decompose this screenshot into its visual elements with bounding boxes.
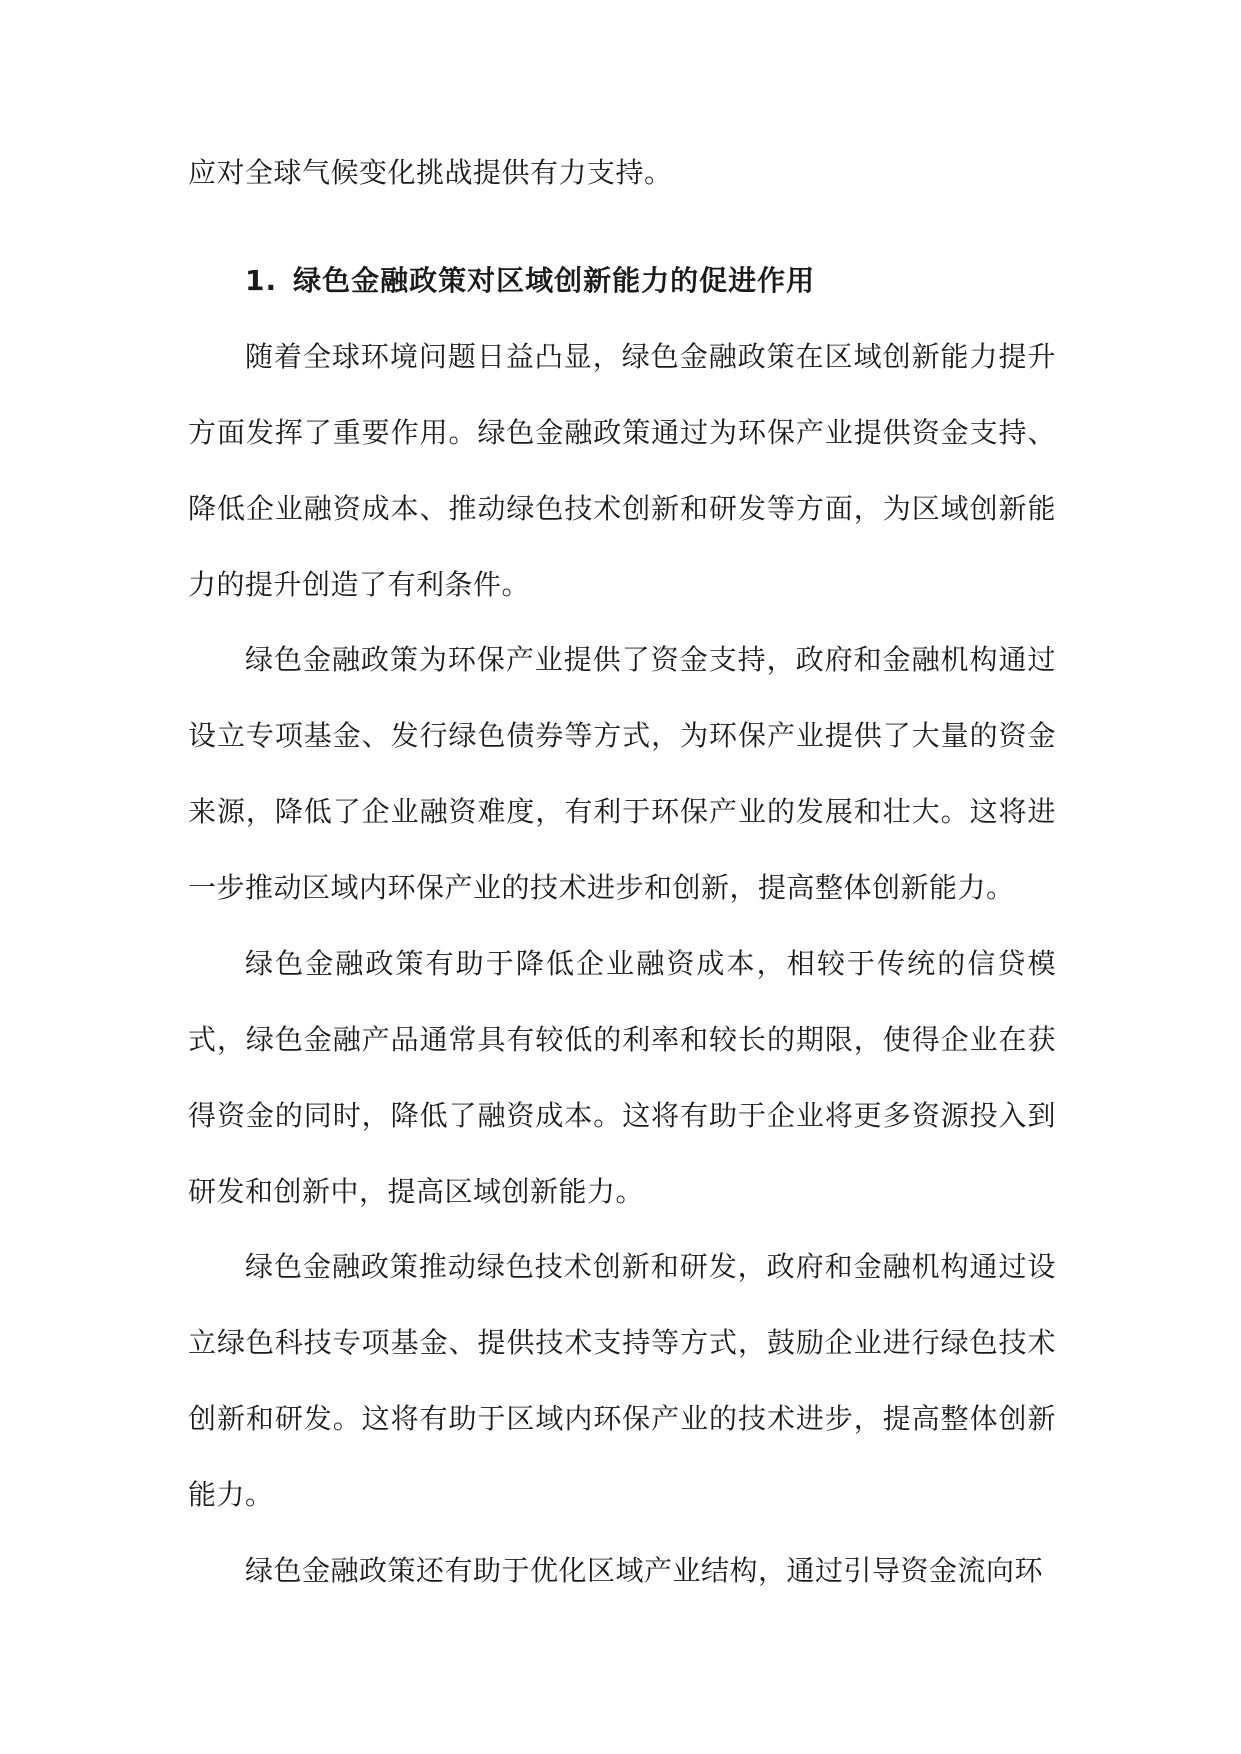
body-paragraph: 绿色金融政策还有助于优化区域产业结构，通过引导资金流向环 bbox=[245, 1554, 1044, 1587]
body-paragraph: 随着全球环境问题日益凸显，绿色金融政策在区域创新能力提升方面发挥了重要作用。绿色金融政策通过为环保产业提供资金支持、降低企业融资成本、推动绿色技术创新和研发等方面，为区域创新能力的提升创造了有利条件。 bbox=[188, 340, 1056, 601]
section-title: 绿色金融政策对区域创新能力的促进作用 bbox=[293, 264, 816, 297]
section-heading bbox=[245, 243, 1056, 319]
continuation-line: 应对全球气候变化挑战提供有力支持。 bbox=[188, 156, 673, 189]
body-paragraph: 绿色金融政策推动绿色技术创新和研发，政府和金融机构通过设立绿色科技专项基金、提供技术支持等方式，鼓励企业进行绿色技术创新和研发。这将有助于区域内环保产业的技术进步，提高整体创新能力。 bbox=[188, 1250, 1056, 1511]
section-number: 1. bbox=[245, 264, 278, 297]
body-paragraph: 绿色金融政策有助于降低企业融资成本，相较于传统的信贷模式，绿色金融产品通常具有较低的利率和较长的期限，使得企业在获得资金的同时，降低了融资成本。这将有助于企业将更多资源投入到研发和创新中，提高区域创新能力。 bbox=[188, 947, 1056, 1208]
body-paragraph: 绿色金融政策为环保产业提供了资金支持，政府和金融机构通过设立专项基金、发行绿色债券等方式，为环保产业提供了大量的资金来源，降低了企业融资难度，有利于环保产业的发展和壮大。这将进一步推动区域内环保产业的技术进步和创新，提高整体创新能力。 bbox=[188, 643, 1056, 904]
